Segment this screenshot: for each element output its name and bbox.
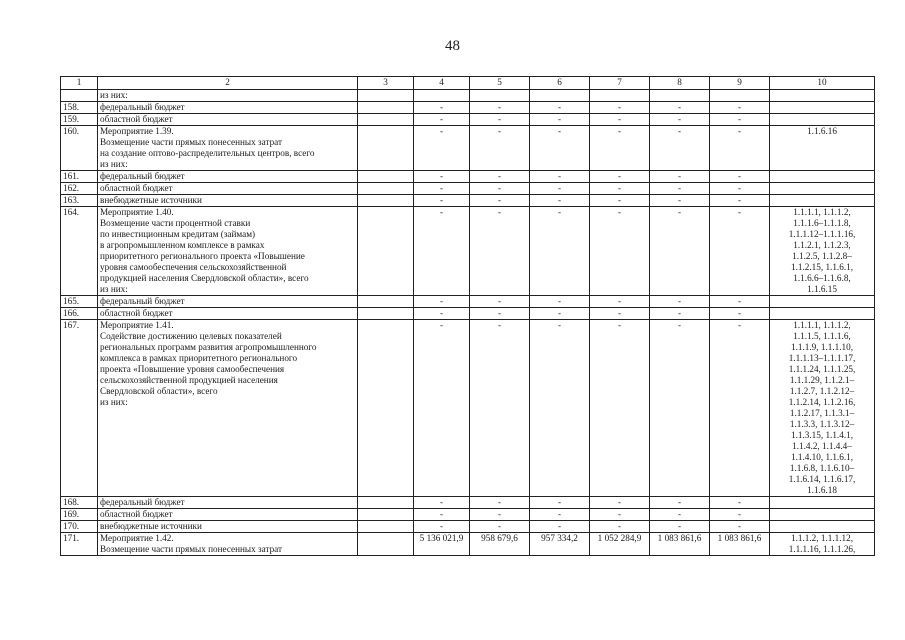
col3-cell <box>358 195 414 207</box>
target-refs <box>770 497 875 509</box>
col5-value <box>470 90 530 102</box>
target-refs: 1.1.1.2, 1.1.1.12, 1.1.1.16, 1.1.1.26, <box>770 533 875 556</box>
col9-value: - <box>710 102 770 114</box>
col9-value: - <box>710 296 770 308</box>
col6-value: - <box>530 207 590 296</box>
col7-value: - <box>590 521 650 533</box>
col9-value: - <box>710 171 770 183</box>
col9-value: - <box>710 497 770 509</box>
row-name: областной бюджет <box>98 509 358 521</box>
col5-value: - <box>470 195 530 207</box>
row-number: 167. <box>61 320 98 497</box>
col5-value: - <box>470 183 530 195</box>
col8-value: - <box>650 126 710 171</box>
col6-value: 957 334,2 <box>530 533 590 556</box>
col4-value: - <box>414 183 470 195</box>
col6-value: - <box>530 509 590 521</box>
col7-value: - <box>590 114 650 126</box>
col7-value: - <box>590 320 650 497</box>
table-row <box>61 521 875 533</box>
column-header: 3 <box>358 77 414 90</box>
row-name: Мероприятие 1.41. Содействие достижению целевых показателей региональных программ развития агропромышленного комплекса в рамках приоритетного регионального проекта «Повышение уровня самообеспечения сельскохозяйственной продукцией населения Свердловской области», всего из них: <box>98 320 358 497</box>
col4-value <box>414 90 470 102</box>
col7-value: - <box>590 102 650 114</box>
row-number: 162. <box>61 183 98 195</box>
target-refs <box>770 114 875 126</box>
row-name: областной бюджет <box>98 114 358 126</box>
row-number: 164. <box>61 207 98 296</box>
row-name: областной бюджет <box>98 183 358 195</box>
col3-cell <box>358 207 414 296</box>
row-number: 169. <box>61 509 98 521</box>
col8-value: - <box>650 195 710 207</box>
col9-value: - <box>710 509 770 521</box>
row-number: 159. <box>61 114 98 126</box>
budget-table <box>60 76 875 556</box>
table-row <box>61 308 875 320</box>
column-header: 5 <box>470 77 530 90</box>
col7-value <box>590 90 650 102</box>
col6-value <box>530 90 590 102</box>
col4-value: 5 136 021,9 <box>414 533 470 556</box>
col7-value: - <box>590 207 650 296</box>
target-refs <box>770 521 875 533</box>
col7-value: - <box>590 195 650 207</box>
col8-value: - <box>650 207 710 296</box>
row-name: Мероприятие 1.39. Возмещение части прямых понесенных затрат на создание оптово-распределительных центров, всего из них: <box>98 126 358 171</box>
col5-value: - <box>470 114 530 126</box>
row-number: 166. <box>61 308 98 320</box>
col5-value: 958 679,6 <box>470 533 530 556</box>
col3-cell <box>358 308 414 320</box>
row-number: 170. <box>61 521 98 533</box>
target-refs <box>770 296 875 308</box>
target-refs: 1.1.1.1, 1.1.1.2, 1.1.1.6–1.1.1.8, 1.1.1.12–1.1.1.16, 1.1.2.1, 1.1.2.3, 1.1.2.5, 1.1.2.8– 1.1.2.15, 1.1.6.1, 1.1.6.6–1.1.6.8, 1.1.6.15 <box>770 207 875 296</box>
col3-cell <box>358 320 414 497</box>
col6-value: - <box>530 497 590 509</box>
col6-value: - <box>530 296 590 308</box>
row-number: 160. <box>61 126 98 171</box>
col4-value: - <box>414 171 470 183</box>
column-header: 2 <box>98 77 358 90</box>
table-row <box>61 533 875 556</box>
col7-value: - <box>590 509 650 521</box>
column-header: 6 <box>530 77 590 90</box>
target-refs <box>770 195 875 207</box>
col7-value: - <box>590 308 650 320</box>
col4-value: - <box>414 102 470 114</box>
col9-value: - <box>710 114 770 126</box>
col8-value: - <box>650 509 710 521</box>
col9-value: - <box>710 521 770 533</box>
table-row <box>61 320 875 497</box>
table-row <box>61 90 875 102</box>
header-row <box>61 77 875 90</box>
col8-value: - <box>650 320 710 497</box>
target-refs <box>770 183 875 195</box>
column-header: 10 <box>770 77 875 90</box>
row-name: областной бюджет <box>98 308 358 320</box>
target-refs <box>770 171 875 183</box>
col4-value: - <box>414 114 470 126</box>
table-row <box>61 126 875 171</box>
target-refs <box>770 90 875 102</box>
target-refs <box>770 102 875 114</box>
col3-cell <box>358 497 414 509</box>
row-name: Мероприятие 1.40. Возмещение части процентной ставки по инвестиционным кредитам (займам) в агропромышленном комплексе в рамках приоритетного регионального проекта «Повышение уровня самообеспечения сельскохозяйственной продукцией населения Свердловской области», всего из них: <box>98 207 358 296</box>
col9-value: - <box>710 320 770 497</box>
col3-cell <box>358 533 414 556</box>
row-name: внебюджетные источники <box>98 521 358 533</box>
col3-cell <box>358 114 414 126</box>
row-name: федеральный бюджет <box>98 102 358 114</box>
table-row <box>61 195 875 207</box>
row-number: 163. <box>61 195 98 207</box>
row-number: 161. <box>61 171 98 183</box>
row-name: федеральный бюджет <box>98 497 358 509</box>
col4-value: - <box>414 126 470 171</box>
table-row <box>61 102 875 114</box>
col5-value: - <box>470 207 530 296</box>
col4-value: - <box>414 296 470 308</box>
col8-value: - <box>650 171 710 183</box>
target-refs <box>770 509 875 521</box>
target-refs: 1.1.1.1, 1.1.1.2, 1.1.1.5, 1.1.1.6, 1.1.1.9, 1.1.1.10, 1.1.1.13–1.1.1.17, 1.1.1.24, 1.1.1.25, 1.1.1.29, 1.1.2.1– 1.1.2.7, 1.1.2.12– 1.1.2.14, 1.1.2.16, 1.1.2.17, 1.1.3.1– 1.1.3.3, 1.1.3.12– 1.1.3.15, 1.1.4.1, 1.1.4.2, 1.1.4.4– 1.1.4.10, 1.1.6.1, 1.1.6.8, 1.1.6.10– 1.1.6.14, 1.1.6.17, 1.1.6.18 <box>770 320 875 497</box>
col8-value: - <box>650 102 710 114</box>
col5-value: - <box>470 308 530 320</box>
col8-value: - <box>650 497 710 509</box>
row-name: федеральный бюджет <box>98 171 358 183</box>
col7-value: - <box>590 126 650 171</box>
col7-value: - <box>590 296 650 308</box>
column-header: 8 <box>650 77 710 90</box>
col5-value: - <box>470 320 530 497</box>
col8-value: 1 083 861,6 <box>650 533 710 556</box>
col9-value: - <box>710 126 770 171</box>
col4-value: - <box>414 320 470 497</box>
col8-value <box>650 90 710 102</box>
column-header: 9 <box>710 77 770 90</box>
table-row <box>61 183 875 195</box>
col5-value: - <box>470 171 530 183</box>
row-name: из них: <box>98 90 358 102</box>
row-name: Мероприятие 1.42. Возмещение части прямых понесенных затрат <box>98 533 358 556</box>
col5-value: - <box>470 497 530 509</box>
col7-value: - <box>590 183 650 195</box>
col9-value: - <box>710 183 770 195</box>
col9-value: - <box>710 195 770 207</box>
row-number: 158. <box>61 102 98 114</box>
col8-value: - <box>650 296 710 308</box>
table-row <box>61 171 875 183</box>
col9-value: - <box>710 207 770 296</box>
row-number: 168. <box>61 497 98 509</box>
target-refs <box>770 308 875 320</box>
col3-cell <box>358 102 414 114</box>
col8-value: - <box>650 308 710 320</box>
page-number: 48 <box>445 38 460 54</box>
col6-value: - <box>530 114 590 126</box>
col7-value: 1 052 284,9 <box>590 533 650 556</box>
col5-value: - <box>470 296 530 308</box>
col3-cell <box>358 171 414 183</box>
column-header: 1 <box>61 77 98 90</box>
row-number: 171. <box>61 533 98 556</box>
column-header: 7 <box>590 77 650 90</box>
table-row <box>61 509 875 521</box>
col5-value: - <box>470 509 530 521</box>
col6-value: - <box>530 195 590 207</box>
col4-value: - <box>414 308 470 320</box>
row-name: внебюджетные источники <box>98 195 358 207</box>
col3-cell <box>358 90 414 102</box>
table-body <box>61 90 875 556</box>
table-row <box>61 497 875 509</box>
col9-value <box>710 90 770 102</box>
col3-cell <box>358 509 414 521</box>
row-name: федеральный бюджет <box>98 296 358 308</box>
col5-value: - <box>470 521 530 533</box>
col8-value: - <box>650 183 710 195</box>
table-row <box>61 296 875 308</box>
col6-value: - <box>530 183 590 195</box>
col3-cell <box>358 183 414 195</box>
col6-value: - <box>530 308 590 320</box>
col6-value: - <box>530 521 590 533</box>
col6-value: - <box>530 320 590 497</box>
col3-cell <box>358 126 414 171</box>
col6-value: - <box>530 171 590 183</box>
target-refs: 1.1.6.16 <box>770 126 875 171</box>
col9-value: 1 083 861,6 <box>710 533 770 556</box>
col4-value: - <box>414 509 470 521</box>
table-row <box>61 114 875 126</box>
col8-value: - <box>650 521 710 533</box>
col8-value: - <box>650 114 710 126</box>
col6-value: - <box>530 126 590 171</box>
col7-value: - <box>590 171 650 183</box>
col3-cell <box>358 296 414 308</box>
col4-value: - <box>414 207 470 296</box>
col3-cell <box>358 521 414 533</box>
col5-value: - <box>470 126 530 171</box>
table-row <box>61 207 875 296</box>
col4-value: - <box>414 521 470 533</box>
row-number <box>61 90 98 102</box>
column-header: 4 <box>414 77 470 90</box>
col4-value: - <box>414 497 470 509</box>
col9-value: - <box>710 308 770 320</box>
col6-value: - <box>530 102 590 114</box>
col4-value: - <box>414 195 470 207</box>
row-number: 165. <box>61 296 98 308</box>
col5-value: - <box>470 102 530 114</box>
col7-value: - <box>590 497 650 509</box>
